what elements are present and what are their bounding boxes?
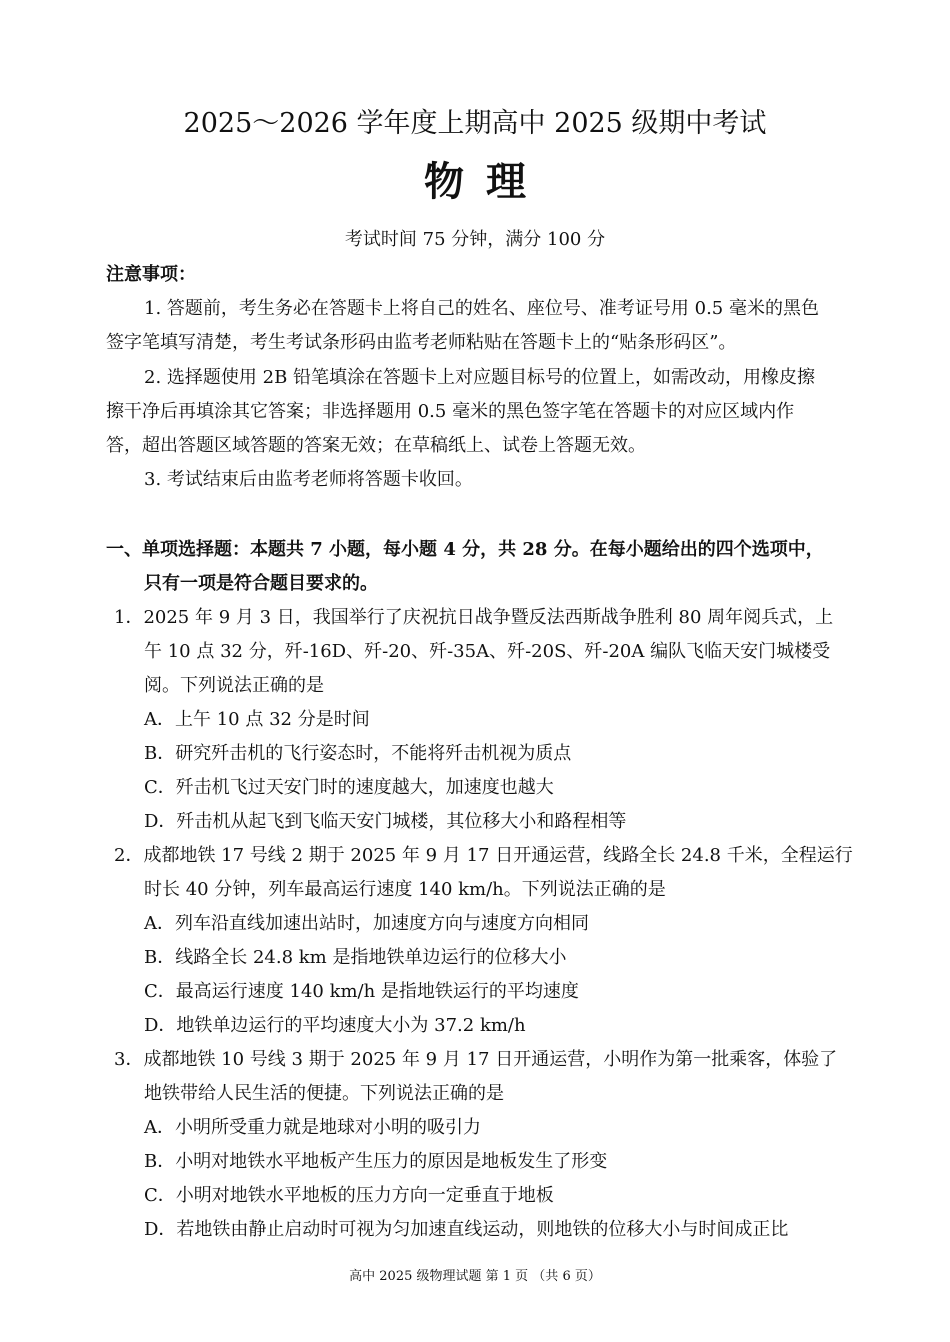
notice-line: 1. 答题前，考生务必在答题卡上将自己的姓名、座位号、准考证号用 0.5 毫米的黑色	[144, 298, 819, 319]
notice-line: 擦干净后再填涂其它答案；非选择题用 0.5 毫米的黑色签字笔在答题卡的对应区域内作	[106, 401, 795, 422]
notice-heading: 注意事项：	[106, 264, 196, 285]
question-2-stem: 2．成都地铁 17 号线 2 期于 2025 年 9 月 17 日开通运营，线路全长 24.8 千米，全程运行	[114, 845, 853, 866]
notice-line: 签字笔填写清楚，考生考试条形码由监考老师粘贴在答题卡上的“贴条形码区”。	[106, 332, 737, 353]
question-1-stem: 午 10 点 32 分，歼-16D、歼-20、歼-35A、歼-20S、歼-20A 编队飞临天安门城楼受	[144, 641, 831, 662]
question-2-stem: 时长 40 分钟，列车最高运行速度 140 km/h。下列说法正确的是	[144, 879, 666, 900]
page-footer: 高中 2025 级物理试题 第 1 页 （共 6 页）	[349, 1269, 601, 1284]
exam-info: 考试时间 75 分钟，满分 100 分	[344, 229, 606, 250]
question-1-stem: 阅。下列说法正确的是	[144, 675, 324, 696]
question-1-option-b: B．研究歼击机的飞行姿态时，不能将歼击机视为质点	[144, 743, 572, 764]
subject-title: 物理	[424, 158, 548, 205]
question-2-option-a: A．列车沿直线加速出站时，加速度方向与速度方向相同	[144, 913, 589, 934]
question-1-stem: 1．2025 年 9 月 3 日，我国举行了庆祝抗日战争暨反法西斯战争胜利 80 周年阅兵式，上	[114, 607, 834, 628]
question-1-option-a: A．上午 10 点 32 分是时间	[144, 709, 370, 730]
question-2-option-c: C．最高运行速度 140 km/h 是指地铁运行的平均速度	[144, 981, 579, 1002]
question-3-option-b: B．小明对地铁水平地板产生压力的原因是地板发生了形变	[144, 1151, 608, 1172]
notice-line: 答，超出答题区域答题的答案无效；在草稿纸上、试卷上答题无效。	[106, 435, 646, 456]
notice-line: 3. 考试结束后由监考老师将答题卡收回。	[144, 469, 473, 490]
notice-line: 2. 选择题使用 2B 铅笔填涂在答题卡上对应题目标号的位置上，如需改动，用橡皮擦	[144, 367, 816, 388]
question-3-stem: 3．成都地铁 10 号线 3 期于 2025 年 9 月 17 日开通运营，小明作为第一批乘客，体验了	[114, 1049, 838, 1070]
section-heading-cont: 只有一项是符合题目要求的。	[144, 573, 378, 594]
question-3-option-c: C．小明对地铁水平地板的压力方向一定垂直于地板	[144, 1185, 554, 1206]
section-heading: 一、单项选择题：本题共 7 小题，每小题 4 分，共 28 分。在每小题给出的四个选项中，	[106, 539, 824, 560]
question-1-option-c: C．歼击机飞过天安门时的速度越大，加速度也越大	[144, 777, 554, 798]
question-2-option-b: B．线路全长 24.8 km 是指地铁单边运行的位移大小	[144, 947, 567, 968]
question-3-option-a: A．小明所受重力就是地球对小明的吸引力	[144, 1117, 481, 1138]
exam-title: 2025～2026 学年度上期高中 2025 级期中考试	[183, 108, 767, 139]
question-2-option-d: D．地铁单边运行的平均速度大小为 37.2 km/h	[144, 1015, 526, 1036]
question-3-stem: 地铁带给人民生活的便捷。下列说法正确的是	[144, 1083, 504, 1104]
question-3-option-d: D．若地铁由静止启动时可视为匀加速直线运动，则地铁的位移大小与时间成正比	[144, 1219, 789, 1240]
question-1-option-d: D．歼击机从起飞到飞临天安门城楼，其位移大小和路程相等	[144, 811, 627, 832]
